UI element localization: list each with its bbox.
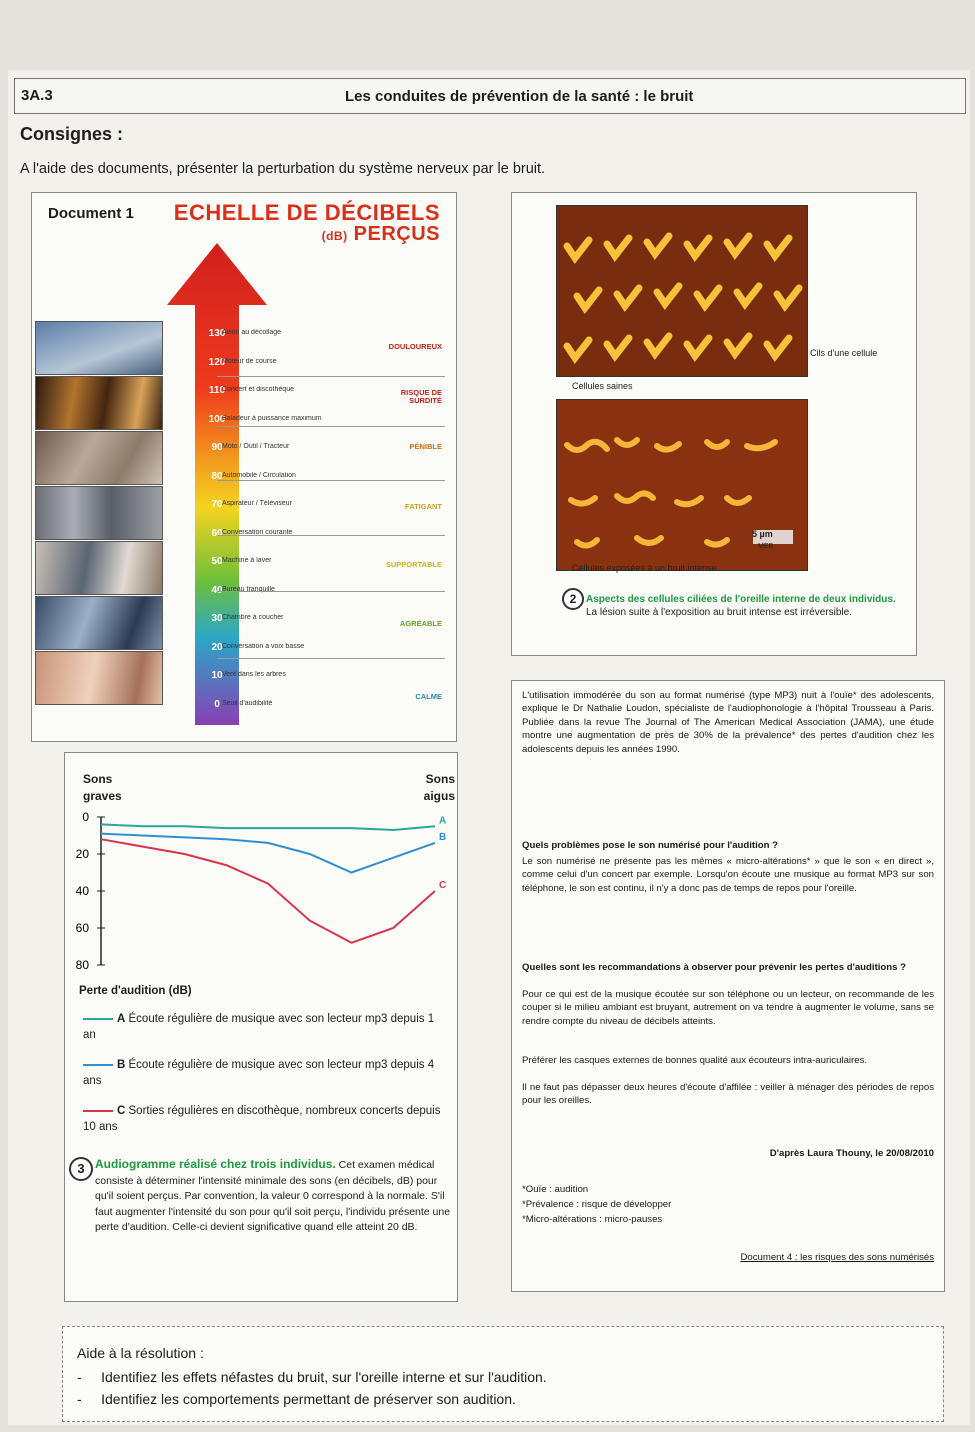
db-level-50: 50: [211, 556, 223, 567]
separator: [217, 376, 445, 377]
scale-title-line1: ECHELLE DE DÉCIBELS: [173, 200, 440, 225]
sheet-code: 3A.3: [21, 87, 53, 104]
help-item-1-text: Identifiez les effets néfastes du bruit, sur l'oreille interne et sur l'audition.: [101, 1369, 547, 1385]
document-1-label: Document 1: [48, 205, 134, 222]
db-example-80: Automobile / Circulation: [222, 471, 296, 479]
y-tick-label-80: 80: [75, 958, 89, 972]
series-label-B: B: [439, 831, 447, 843]
page-header: [14, 78, 966, 114]
audiogram-chart: [65, 805, 457, 985]
legend-a-text: Écoute régulière de musique avec son lecteur mp3 depuis 1 an: [83, 1013, 435, 1041]
db-level-130: 130: [208, 328, 226, 339]
glossary-ouie: *Ouïe : audition: [522, 1184, 589, 1195]
db-level-100: 100: [208, 413, 226, 425]
series-label-C: C: [439, 880, 447, 891]
db-level-80: 80: [211, 470, 223, 482]
document-2: [511, 192, 917, 656]
doc3-caption-title: Audiogramme réalisé chez trois individus.: [95, 1157, 336, 1171]
photo-traffic: [35, 486, 163, 540]
doc4-paragraph-1: L'utilisation immodérée du son au format numérisé (type MP3) nuit à l'ouïe* des adolescents, explique le Dr Nathalie Loudon, spécialiste de l'audiophonologie à l'hôpital Trousseau à Paris. Publiée dans la revue The Journal of The American Medical Association (JAMA), une étude montre une augmentation de près de 30% de la prévalence* des pertes d'audition chez les adolescents depuis les années 1990.: [522, 690, 934, 755]
ylabel: Perte d'audition (dB): [79, 985, 192, 997]
series-line-B: [101, 834, 435, 873]
db-level-60: 60: [211, 527, 223, 539]
help-title: Aide à la résolution :: [77, 1345, 204, 1361]
doc4-paragraph-2: Le son numérisé ne présente pas les mêmes « micro-altérations* » que le son « en direct », comme celui d'un concert par exemple. Lorsqu'on écoute une musique au format MP3 sur son téléphone, le son est continu, il n'y a donc pas de temps de repos pour l'oreille.: [522, 856, 934, 894]
zone-douloureux: DOULOUREUX: [388, 342, 442, 351]
doc4-question-1: Quels problèmes pose le son numérisé pour l'audition ?: [522, 840, 779, 851]
doc2-caption-tail: La lésion suite à l'exposition au bruit intense est irréversible.: [586, 607, 852, 618]
zone-fatigant: FATIGANT: [405, 502, 442, 511]
glossary-micro-alterations: *Micro-altérations : micro-pauses: [522, 1214, 663, 1225]
help-item-2: - Identifiez les comportements permettant de préserver son audition.: [77, 1391, 516, 1407]
series-line-A: [101, 824, 435, 830]
y-tick-label-60: 60: [75, 921, 89, 935]
scale-title-line2: PERÇUS: [353, 223, 440, 246]
db-level-70: 70: [211, 499, 223, 510]
scale-title-unit: (dB): [321, 229, 348, 244]
photo-healthy-cells: [556, 205, 808, 377]
db-level-110: 110: [208, 385, 226, 396]
legend-c-key: C: [117, 1105, 126, 1117]
db-level-20: 20: [211, 641, 223, 653]
legend-entry-a: [83, 1011, 443, 1043]
zone-agreable: AGRÉABLE: [399, 619, 442, 628]
db-example-120: Moteur de course: [222, 357, 277, 365]
photo-concert: [35, 376, 163, 430]
separator: [217, 591, 445, 592]
db-level-120: 120: [208, 356, 226, 368]
glossary-prevalence: *Prévalence : risque de développer: [522, 1199, 672, 1210]
db-example-90: Moto / Outil / Tracteur: [222, 443, 290, 450]
db-level-0: 0: [214, 698, 220, 710]
label-cils: Cils d'une cellule: [810, 348, 878, 358]
db-example-60: Conversation courante: [222, 528, 293, 536]
doc4-paragraph-4: Préférer les casques externes de bonnes qualité aux écouteurs intra-auriculaires.: [522, 1055, 868, 1066]
db-example-0: Seuil d'audibilité: [222, 699, 273, 707]
zone-supportable: SUPPORTABLE: [385, 560, 442, 569]
label-sons-graves: Sons graves: [83, 772, 122, 803]
photo-conversation: [35, 541, 163, 595]
doc4-paragraph-5: Il ne faut pas dépasser deux heures d'écoute d'affilée : veiller à ménager des périodes de repos pour les oreilles.: [522, 1082, 934, 1107]
separator: [217, 426, 445, 427]
legend-entry-c: [83, 1103, 443, 1135]
help-item-2-text: Identifiez les comportements permettant de préserver son audition.: [101, 1391, 516, 1407]
db-example-130: Avion au décollage: [222, 329, 282, 336]
db-example-110: Concert et discothèque: [222, 386, 294, 393]
doc4-source: D'après Laura Thouny, le 20/08/2010: [769, 1148, 934, 1159]
doc4-title: Document 4 : les risques des sons numérisés: [740, 1252, 934, 1263]
db-level-10: 10: [211, 670, 223, 681]
document-4: [511, 680, 945, 1292]
decibel-arrow: [167, 243, 267, 725]
meb-label: MEB: [758, 543, 774, 550]
page-title: Les conduites de prévention de la santé : le bruit: [345, 88, 694, 105]
y-tick-label-40: 40: [75, 884, 89, 898]
series-label-A: A: [439, 815, 447, 827]
series-line-C: [101, 839, 435, 943]
legend-entry-b: [83, 1057, 443, 1089]
legend-b-text: Écoute régulière de musique avec son lecteur mp3 depuis 4 ans: [83, 1059, 435, 1087]
db-example-100: Baladeur à puissance maximum: [222, 414, 322, 422]
photo-whisper: [35, 651, 163, 705]
doc3-caption: Cet examen médical consiste à déterminer l'intensité minimale des sons (en décibels, dB) pour qu'il soient perçus. Par convention, la valeur 0 correspond à la normale. S'il faut augmenter l'intensité du son pour qu'il soit perçu, l'individu présente une perte d'audition. Celle-ci devient significative quand elle atteint 20 dB.: [95, 1159, 451, 1233]
db-example-40: Bureau tranquille: [222, 585, 275, 593]
label-exposed-cells: Cellules exposées à un bruit intense: [572, 563, 717, 573]
decibel-scale-title: [174, 201, 440, 245]
doc4-paragraph-3: Pour ce qui est de la musique écoutée sur son téléphone ou un lecteur, on recommande de les couper si le milieu ambiant est bruyant, autrement on va tendre à augmenter le volume, sans se rendre compte du niveau de décibels atteints.: [522, 989, 934, 1027]
photo-airplane: [35, 321, 163, 375]
db-level-40: 40: [211, 584, 223, 596]
photo-office: [35, 596, 163, 650]
y-tick-label-20: 20: [75, 847, 89, 861]
label-sons-aigus: Sons aigus: [423, 772, 455, 803]
document-3-audiogram: [64, 752, 458, 1302]
doc4-question-2: Quelles sont les recommandations à observer pour prévenir les pertes d'auditions ?: [522, 962, 907, 973]
label-healthy-cells: Cellules saines: [572, 381, 633, 391]
zone-calme: CALME: [415, 692, 442, 701]
consignes-label: Consignes :: [20, 124, 124, 144]
db-level-90: 90: [211, 442, 223, 453]
help-item-1: - Identifiez les effets néfastes du bruit, sur l'oreille interne et sur l'audition.: [77, 1369, 547, 1385]
legend-a-key: A: [117, 1013, 126, 1025]
legend-c-text: Sorties régulières en discothèque, nombreux concerts depuis 10 ans: [83, 1105, 441, 1133]
help-box: [62, 1326, 944, 1422]
zone-penible: PÉNIBLE: [409, 442, 442, 451]
doc2-number-badge: 2: [562, 588, 584, 610]
db-example-70: Aspirateur / Téléviseur: [222, 500, 292, 507]
doc3-number-badge: 3: [69, 1157, 93, 1181]
db-example-10: Vent dans les arbres: [222, 671, 286, 678]
db-example-20: Conversation à voix basse: [222, 642, 305, 650]
scale-bar-label: 5 µm: [752, 529, 773, 539]
legend-b-key: B: [117, 1059, 126, 1071]
consignes-text: A l'aide des documents, présenter la perturbation du système nerveux par le bruit.: [20, 161, 546, 177]
y-tick-label-0: 0: [82, 810, 89, 824]
separator: [217, 535, 445, 536]
db-level-30: 30: [211, 613, 223, 624]
db-example-50: Machine à laver: [222, 557, 272, 564]
separator: [217, 658, 445, 659]
doc2-caption-title: Aspects des cellules ciliées de l'oreille interne de deux individus.: [586, 594, 896, 605]
document-1: [31, 192, 457, 742]
zone-risque-surdite: RISQUE DE SURDITÉ: [400, 388, 442, 406]
db-example-30: Chambre à coucher: [222, 614, 284, 621]
separator: [217, 480, 445, 481]
photo-machinery: [35, 431, 163, 485]
